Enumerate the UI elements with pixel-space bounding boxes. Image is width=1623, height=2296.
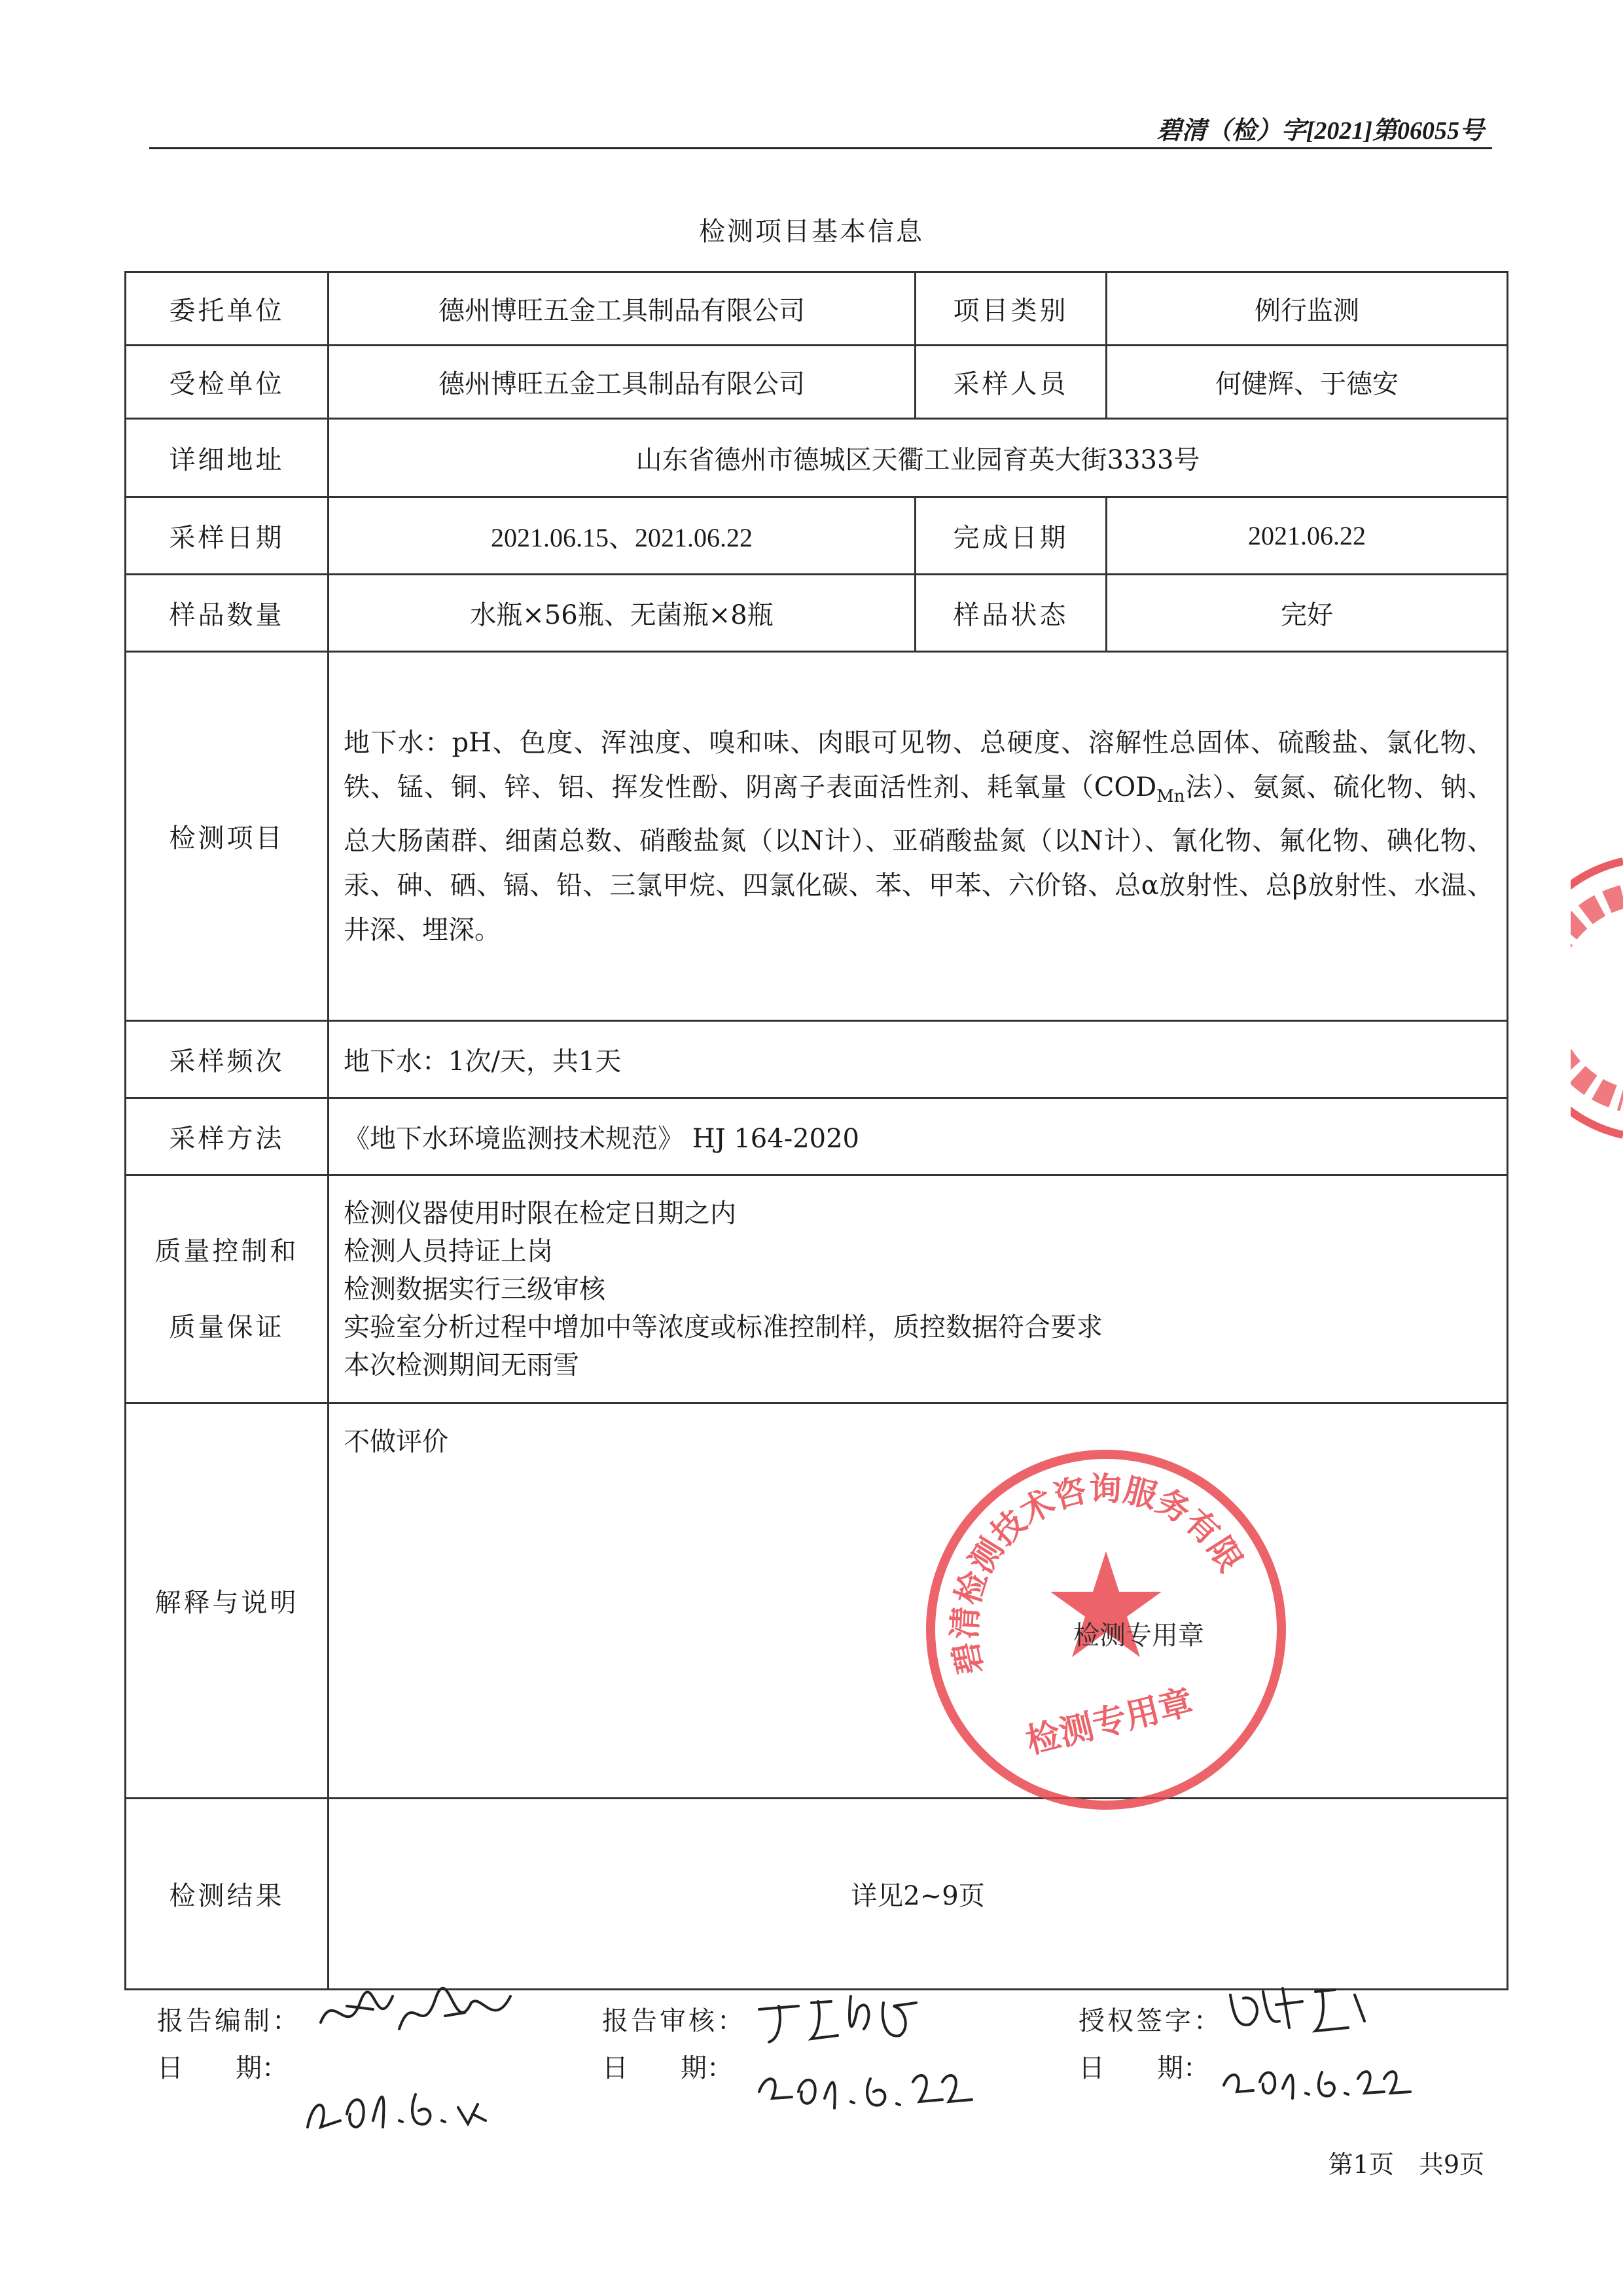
items-text-rest: 法）、氨氮、硫化物、钠、总大肠菌群、细菌总数、硝酸盐氮（以N计）、亚硝酸盐氮（以N计）、氰化物、氟化物、碘化物、汞、砷、硒、镉、铅、三氯甲烷、四氯化碳、苯、甲苯、六价铬、总α放射性、总β放射性、水温、井深、埋深。	[344, 772, 1494, 945]
header-divider	[149, 147, 1492, 149]
items-value	[329, 652, 1508, 1021]
authorizer-signature	[1224, 1975, 1381, 2041]
note-value: 不做评价	[329, 1403, 1508, 1799]
table-row	[126, 497, 1508, 575]
compiler-label: 报告编制：	[157, 2006, 301, 2036]
compiler-date-label: 日 期：	[157, 2053, 288, 2083]
compiler-signature-date	[301, 2055, 497, 2140]
result-value: 详见2~9页	[329, 1799, 1508, 1990]
sampler-label: 采样人员	[916, 346, 1107, 419]
qc-label	[126, 1175, 329, 1403]
items-text	[344, 721, 1493, 952]
sample-state-value: 完好	[1107, 575, 1508, 652]
freq-value: 地下水：1次/天，共1天	[329, 1021, 1508, 1098]
sample-qty-value: 水瓶×56瓶、无菌瓶×8瓶	[329, 575, 916, 652]
qc-line: 检测仪器使用时限在检定日期之内	[344, 1198, 736, 1229]
sample-state-label: 样品状态	[916, 575, 1107, 652]
note-label: 解释与说明	[126, 1403, 329, 1799]
page-title: 检测项目基本信息	[699, 217, 924, 247]
qc-line: 检测数据实行三级审核	[344, 1274, 605, 1304]
client-label: 委托单位	[126, 272, 329, 346]
sample-qty-label: 样品数量	[126, 575, 329, 652]
sampler-value: 何健辉、于德安	[1107, 346, 1508, 419]
qc-value	[329, 1175, 1508, 1403]
address-value: 山东省德州市德城区天衢工业园育英大街3333号	[329, 419, 1508, 497]
authorizer-label: 授权签字：	[1079, 2006, 1222, 2036]
items-text-sub: Mn	[1156, 786, 1185, 806]
table-row	[126, 346, 1508, 419]
seal-overlay-text: 检测专用章	[1073, 1621, 1204, 1651]
authorizer-date-label: 日 期：	[1079, 2053, 1209, 2083]
table-row	[126, 419, 1508, 497]
sample-date-value: 2021.06.15、2021.06.22	[329, 497, 916, 575]
category-label: 项目类别	[916, 272, 1107, 346]
company-seal	[923, 1446, 1289, 1813]
address-label: 详细地址	[126, 419, 329, 497]
table-row	[126, 1098, 1508, 1175]
freq-label: 采样频次	[126, 1021, 329, 1098]
table-row	[126, 1021, 1508, 1098]
qc-label-line-2: 质量保证	[169, 1312, 285, 1342]
table-row	[126, 1403, 1508, 1799]
result-label: 检测结果	[126, 1799, 329, 1990]
reviewer-signature	[753, 1983, 936, 2049]
seal-bottom-text: 检测专用章	[1022, 1682, 1197, 1762]
inspected-value: 德州博旺五金工具制品有限公司	[329, 346, 916, 419]
category-value: 例行监测	[1107, 272, 1508, 346]
sample-date-label: 采样日期	[126, 497, 329, 575]
items-label: 检测项目	[126, 652, 329, 1021]
table-row	[126, 652, 1508, 1021]
qc-label-line-1: 质量控制和	[154, 1236, 299, 1266]
compiler-signature	[314, 1977, 524, 2049]
info-table	[124, 271, 1508, 1990]
method-value: 《地下水环境监测技术规范》 HJ 164-2020	[329, 1098, 1508, 1175]
table-row	[126, 1799, 1508, 1990]
complete-date-value: 2021.06.22	[1107, 497, 1508, 575]
client-value: 德州博旺五金工具制品有限公司	[329, 272, 916, 346]
qc-line: 本次检测期间无雨雪	[344, 1350, 579, 1380]
edge-seal-fragment	[1571, 857, 1623, 1139]
authorizer-signature-date	[1217, 2046, 1414, 2111]
method-label: 采样方法	[126, 1098, 329, 1175]
report-number: 碧清（检）字[2021]第06055号	[1156, 117, 1484, 145]
table-row	[126, 575, 1508, 652]
reviewer-date-label: 日 期：	[602, 2053, 733, 2083]
qc-line: 实验室分析过程中增加中等浓度或标准控制样，质控数据符合要求	[344, 1312, 1103, 1342]
page-number: 第1页 共9页	[1328, 2150, 1484, 2179]
reviewer-label: 报告审核：	[602, 2006, 746, 2036]
seal-ring-text: 山东碧清检测技术咨询服务有限公司	[946, 1469, 1250, 1678]
items-text-main: 地下水：pH、色度、浑浊度、嗅和味、肉眼可见物、总硬度、溶解性总固体、硫酸盐、氯化物、铁、锰、铜、锌、铝、挥发性酚、阴离子表面活性剂、耗氧量（COD	[344, 727, 1493, 802]
reviewer-signature-date	[753, 2053, 975, 2125]
complete-date-label: 完成日期	[916, 497, 1107, 575]
table-row	[126, 1175, 1508, 1403]
inspected-label: 受检单位	[126, 346, 329, 419]
table-row	[126, 272, 1508, 346]
qc-line: 检测人员持证上岗	[344, 1236, 553, 1266]
